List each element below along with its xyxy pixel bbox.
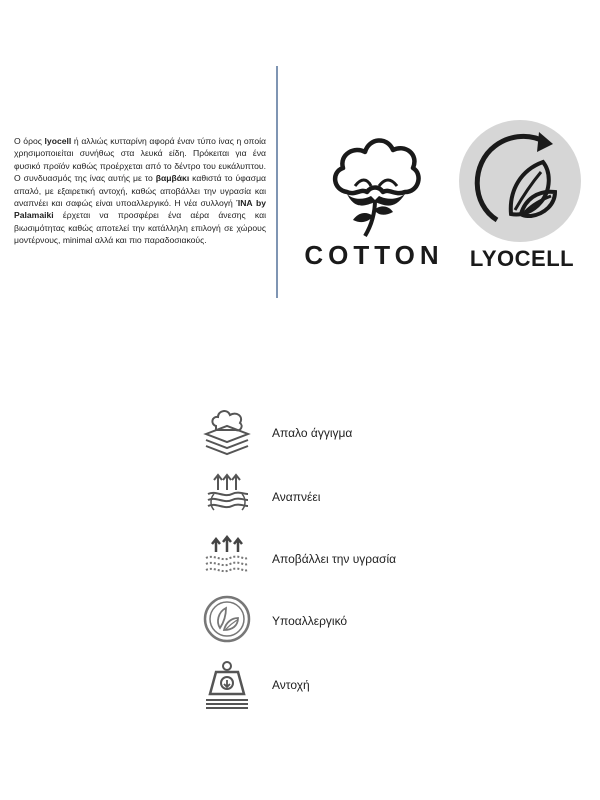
desc-bold-lyocell: lyocell (44, 136, 72, 146)
leaf-cycle-icon (459, 120, 581, 242)
feature-hypoallergenic (200, 592, 520, 652)
breathable-icon (200, 468, 254, 524)
desc-text-1: Ο όρος (14, 136, 45, 146)
feature-label: Αναπνέει (272, 490, 321, 504)
feature-label: Αντοχή (272, 678, 310, 692)
feature-soft-touch (200, 404, 520, 464)
feature-label: Απαλο άγγιγμα (272, 426, 353, 440)
desc-bold-collection: ΊΝΑ by Palamaiki (14, 198, 266, 221)
feature-breathable (200, 468, 520, 528)
lyocell-logo-text: LYOCELL (469, 246, 575, 271)
feature-label: Υποαλλεργικό (272, 614, 348, 628)
desc-text-3: καθιστά το ύφασμα απαλό, με εξαιρετική αντοχή, καθώς αποβάλλει την υγρασία και αναπνέει και σαφώς είναι υποαλλεργικό. Η νέα συλλογή (14, 173, 266, 209)
vertical-divider (276, 66, 278, 298)
feature-label: Αποβάλλει την υγρασία (272, 552, 397, 566)
lyocell-description (14, 135, 266, 247)
feature-durability (200, 656, 520, 716)
feature-moisture-wicking (200, 530, 520, 590)
hypoallergenic-icon (200, 592, 254, 648)
lyocell-badge (459, 120, 581, 242)
moisture-wicking-icon (200, 530, 254, 586)
cotton-logo-text: COTTON (304, 240, 444, 270)
desc-text-2: ή αλλιώς κυτταρίνη αφορά έναν τύπο ίνας η οποία χρησιμοποιείται συνήθως στα λευκά είδη. Πρόκειται για ένα φυσικό προϊόν καθώς προέρχεται από το δέντρο του ευκάλυπτου. Ο συνδυασμός της ίνας αυτής με το (14, 136, 266, 184)
durability-icon (200, 656, 254, 712)
desc-bold-cotton: βαμβάκι (155, 173, 190, 184)
desc-text-4: έρχεται να προσφέρει ένα αέρα άνεσης και βιωσιμότητας καθώς αποτελεί την κατάλληλη επιλογή σε χώρους μοντέρνους, minimal αλλά και πιο παραδοσιακούς. (14, 210, 266, 246)
soft-touch-icon (200, 404, 254, 460)
cotton-flower-icon (325, 130, 425, 240)
